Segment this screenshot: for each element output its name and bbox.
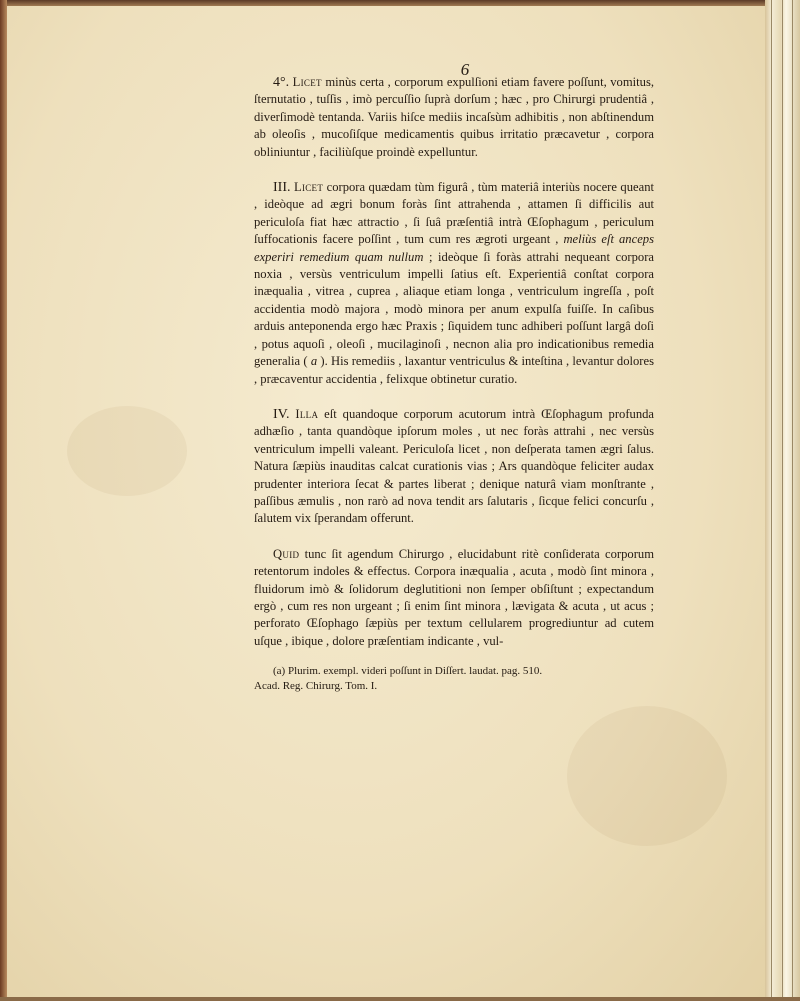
body-text — [254, 74, 654, 705]
paragraph-text: minùs certa , corporum expulſioni etiam favere poſſunt, vomitus, ſternutatio , tuſſis , imò percuſſio ſuprà dorſum ; hæc , pro Chirurgi prudentiâ , diverſimodè tentanda. Variis hiſce mediis incaſsùm adhibitis , non abſtinendum ab oleoſis , mucoſiſque medicamentis quibus irritatio præcavetur , corpora obliniuntur , faciliùſque proindè expelluntur. — [254, 75, 654, 159]
paragraph-lead-word: Illa — [295, 406, 319, 421]
gutter-line — [782, 0, 783, 1001]
paper-stain — [67, 406, 187, 496]
paragraph-lead-word: Quid — [273, 546, 300, 561]
footnote — [254, 664, 654, 694]
paragraph-number: IV. — [273, 406, 290, 422]
paragraph-text: ). His remediis , laxantur ventriculus & inteſtina , levantur dolores , præcaventur accidentia , felixque obtinetur curatio. — [254, 354, 654, 386]
italic-quote: meliùs eſt anceps experiri remedium quam nullum — [254, 232, 654, 264]
paragraph-number: 4°. — [273, 75, 290, 90]
page-number: 6 — [460, 60, 470, 79]
paragraph-lead-word: Licet — [292, 75, 322, 89]
footnote-line: Plurim. exempl. videri poſſunt in Diſſert. laudat. pag. 510. — [287, 665, 543, 678]
paragraph-quid — [254, 546, 654, 650]
paper-stain — [567, 706, 727, 846]
paragraph-number: III. — [273, 180, 291, 196]
book-gutter — [765, 0, 800, 1001]
paragraph-text: corpora quædam tùm figurâ , tùm materiâ interiùs nocere queant , ideòque ad ægri bonum foràs ſint attrahenda , attamen ſi difficilis aut periculoſa fiat hæc attractio , ſi ſuâ præſentiâ intrà Œſophagum , periculum ſuffocationis facere poſſint , tum cum res ægroti urgeant , — [254, 180, 654, 247]
paragraph-4 — [254, 74, 654, 161]
paragraph-text: tunc ſit agendum Chirurgo , elucidabunt ritè conſiderata corporum retentorum indoles & effectus. Corpora inæqualia , acuta , modò ſint minora , fluidorum imò & ſolidorum deglutitioni non ſemper obſiſtunt ; expectandum ergò , cum res non urgeant ; ſi enim ſint minora , lævigata & acuta , ut acus ; perforato Œſophago ſæpiùs per textum cellularem progrediuntur ad cutem uſque , ibique , dolore præſentiam indicante , vul- — [254, 546, 654, 648]
footnote-mark: a — [310, 354, 318, 369]
paragraph-IV — [254, 406, 654, 528]
gutter-line — [771, 0, 772, 1001]
paragraph-lead-word: Licet — [293, 180, 324, 195]
paragraph-III — [254, 179, 654, 388]
paragraph-text: ; ideòque ſi foràs attrahi nequeant corpora noxia , versùs ventriculum impelli ſatius eſt. Experientiâ conſtat corpora inæqualia , vitrea , cuprea , aliaque etiam longa , ventriculum ingreſſa , poſt accidentia modò majora , modò minora per anum expulſa fuiſſe. In caſibus arduis anteponenda ergo hæc Praxis ; ſiquidem tunc adhiberi poſſunt largâ doſi , potus aquoſi , oleoſi , mucilaginoſi , necnon alia pro indicationibus remedia generalia ( — [254, 249, 654, 369]
book-edge-left — [0, 0, 7, 1001]
paragraph-text: eſt quandoque corporum acutorum intrà Œſophagum profunda adhæſio , tanta quandòque ipſorum moles , ut nec foràs attrahi , nec versùs ventriculum impelli valeant. Periculoſa licet , non deſperata tamen ægri ſalus. Natura ſæpiùs inauditas calcat curationis vias ; Ars quandòque feliciter audax prudenter interiora ſecat & partes liberat ; denique naturâ viam monſtrante , paſſibus æmulis , non rarò ad nova tendit ars ſalutaris , ſicque felici concurſu , ſalutem vix ſperandam offerunt. — [254, 406, 654, 526]
book-edge-bottom — [0, 997, 800, 1001]
footnote-mark: (a) — [273, 665, 286, 678]
gutter-line — [792, 0, 793, 1001]
footnote-line: Acad. Reg. Chirurg. Tom. I. — [254, 680, 378, 693]
